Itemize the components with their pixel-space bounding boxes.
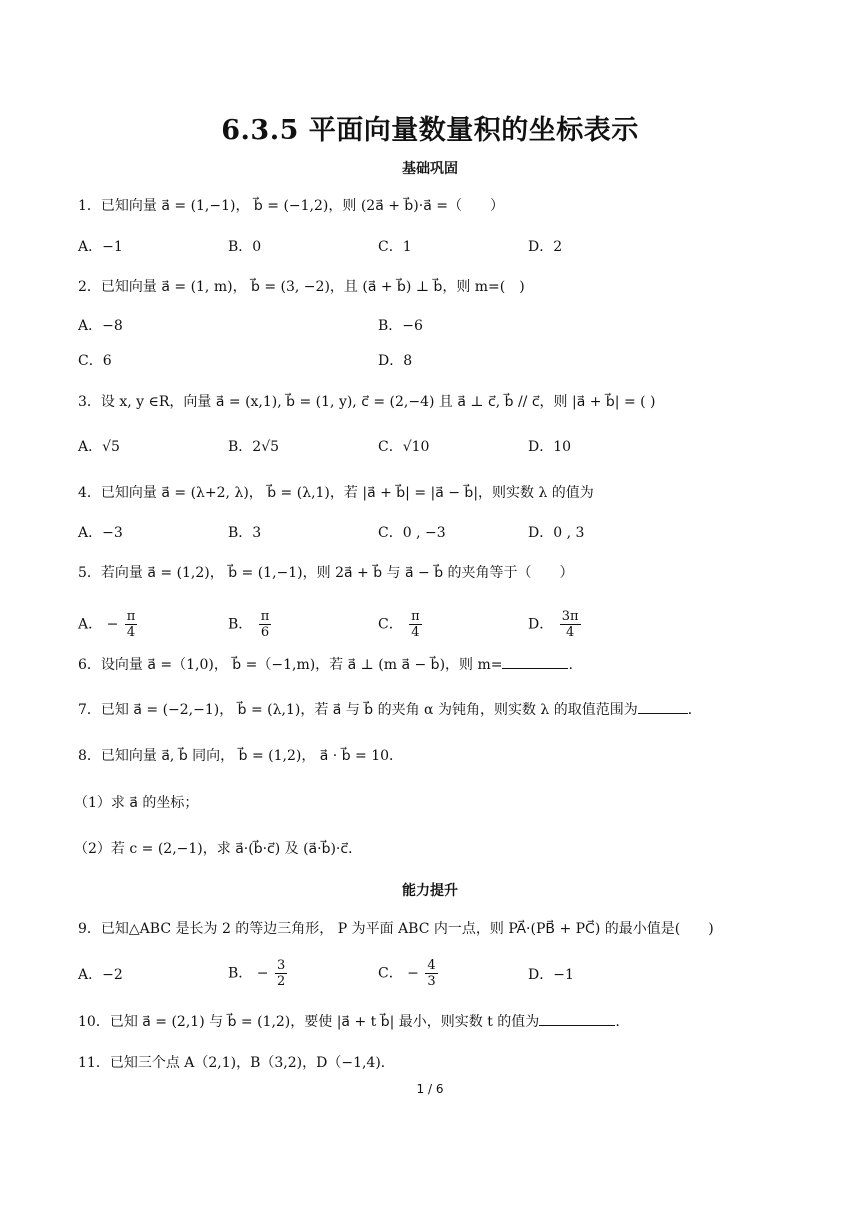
page-title: 6.3.5 平面向量数量积的坐标表示 — [221, 115, 639, 146]
option-c: C．√10 — [378, 439, 430, 455]
option-label: C． — [378, 616, 403, 633]
fraction: $\frac{3\pi}{4}$ — [561, 609, 579, 640]
section-heading-advanced: 能力提升 — [402, 883, 458, 899]
option-d: D．8 — [378, 353, 413, 369]
option-d — [528, 609, 583, 640]
question-5: 5．若向量 a⃗ = (1,2)， b⃗ = (1,−1)，则 2a⃗ + b⃗ 与 a⃗ − b⃗ 的夹角等于（ ） — [78, 565, 574, 581]
option-b — [228, 609, 273, 640]
question-5-options — [78, 603, 788, 639]
option-c: C．6 — [78, 353, 112, 369]
fraction-sign: − — [106, 616, 119, 633]
option-b: B．3 — [228, 525, 262, 541]
fraction: $\frac{\pi}{4}$ — [126, 609, 136, 640]
option-c: C． − $\frac{4}{3}$ — [378, 958, 436, 989]
option-b: B．0 — [228, 239, 262, 255]
question-8: 8．已知向量 a⃗, b⃗ 同向， b⃗ = (1,2)， a⃗ · b⃗ = 10． — [78, 748, 404, 764]
option-b: B． − $\frac{3}{2}$ — [228, 958, 286, 989]
page-number: 1 / 6 — [416, 1082, 444, 1096]
option-d: D．0 , 3 — [528, 525, 585, 541]
option-c: C．1 — [378, 239, 412, 255]
option-d: D．10 — [528, 439, 572, 455]
question-4: 4．已知向量 a⃗ = (λ+2, λ)， b⃗ = (λ,1)，若 |a⃗ + b⃗| = |a⃗ − b⃗|，则实数 λ 的值为 — [78, 485, 594, 501]
question-8-part-2: （2）若 c = (2,−1)，求 a⃗·(b⃗·c⃗) 及 (a⃗·b⃗)·c⃗． — [74, 841, 363, 857]
question-11: 11．已知三个点 A（2,1)，B（3,2)，D（−1,4)． — [78, 1055, 395, 1071]
option-c — [378, 609, 424, 640]
question-8-part-1: （1）求 a⃗ 的坐标； — [74, 795, 199, 811]
option-b: B．2√5 — [228, 439, 280, 455]
answer-blank[interactable] — [502, 654, 568, 669]
option-c: C．0 , −3 — [378, 525, 446, 541]
option-a — [78, 609, 139, 640]
question-2: 2．已知向量 a⃗ = (1, m)， b⃗ = (3, −2)，且 (a⃗ + b⃗) ⊥ b⃗，则 m=( ) — [78, 279, 525, 295]
option-a: A．−3 — [78, 525, 123, 541]
option-a: A．−2 — [78, 967, 123, 983]
option-a: A．√5 — [78, 439, 120, 455]
option-label: D． — [528, 616, 554, 633]
option-d: D．2 — [528, 239, 563, 255]
option-d: D．−1 — [528, 967, 574, 983]
option-b: B．−6 — [378, 318, 423, 334]
option-a: A．−8 — [78, 318, 123, 334]
question-3: 3．设 x, y ∈R，向量 a⃗ = (x,1), b⃗ = (1, y), c⃗ = (2,−4) 且 a⃗ ⊥ c⃗, b⃗ // c⃗，则 |a⃗ + b⃗| = ( ) — [78, 394, 656, 410]
question-6: 6．设向量 a⃗ =（1,0)， b⃗ =（−1,m)，若 a⃗ ⊥ (m a⃗ − b⃗)，则 m= . — [78, 654, 788, 676]
option-label: B． — [228, 616, 253, 633]
fraction: $\frac{\pi}{6}$ — [260, 609, 270, 640]
section-heading-basic: 基础巩固 — [402, 161, 458, 177]
question-7: 7．已知 a⃗ = (−2,−1)， b⃗ = (λ,1)，若 a⃗ 与 b⃗ 的夹角 α 为钝角，则实数 λ 的取值范围为 ． — [78, 699, 788, 721]
question-10: 10．已知 a⃗ = (2,1) 与 b⃗ = (1,2)，要使 |a⃗ + t b⃗| 最小，则实数 t 的值为 . — [78, 1011, 788, 1033]
fraction: $\frac{4}{3}$ — [427, 958, 436, 989]
fraction: $\frac{3}{2}$ — [276, 958, 286, 989]
question-1: 1．已知向量 a⃗ = (1,−1)， b⃗ = (−1,2)，则 (2a⃗ + b⃗)·a⃗ =（ ） — [78, 198, 504, 214]
answer-blank[interactable] — [539, 1011, 615, 1026]
answer-blank[interactable] — [638, 699, 688, 714]
question-9: 9．已知△ABC 是长为 2 的等边三角形， P 为平面 ABC 内一点，则 PA⃗·(PB⃗ + PC⃗) 的最小值是( ) — [78, 921, 714, 937]
option-label: A． — [78, 616, 103, 633]
option-a: A．−1 — [78, 239, 123, 255]
question-9-options — [78, 954, 788, 994]
fraction: $\frac{\pi}{4}$ — [411, 609, 420, 640]
